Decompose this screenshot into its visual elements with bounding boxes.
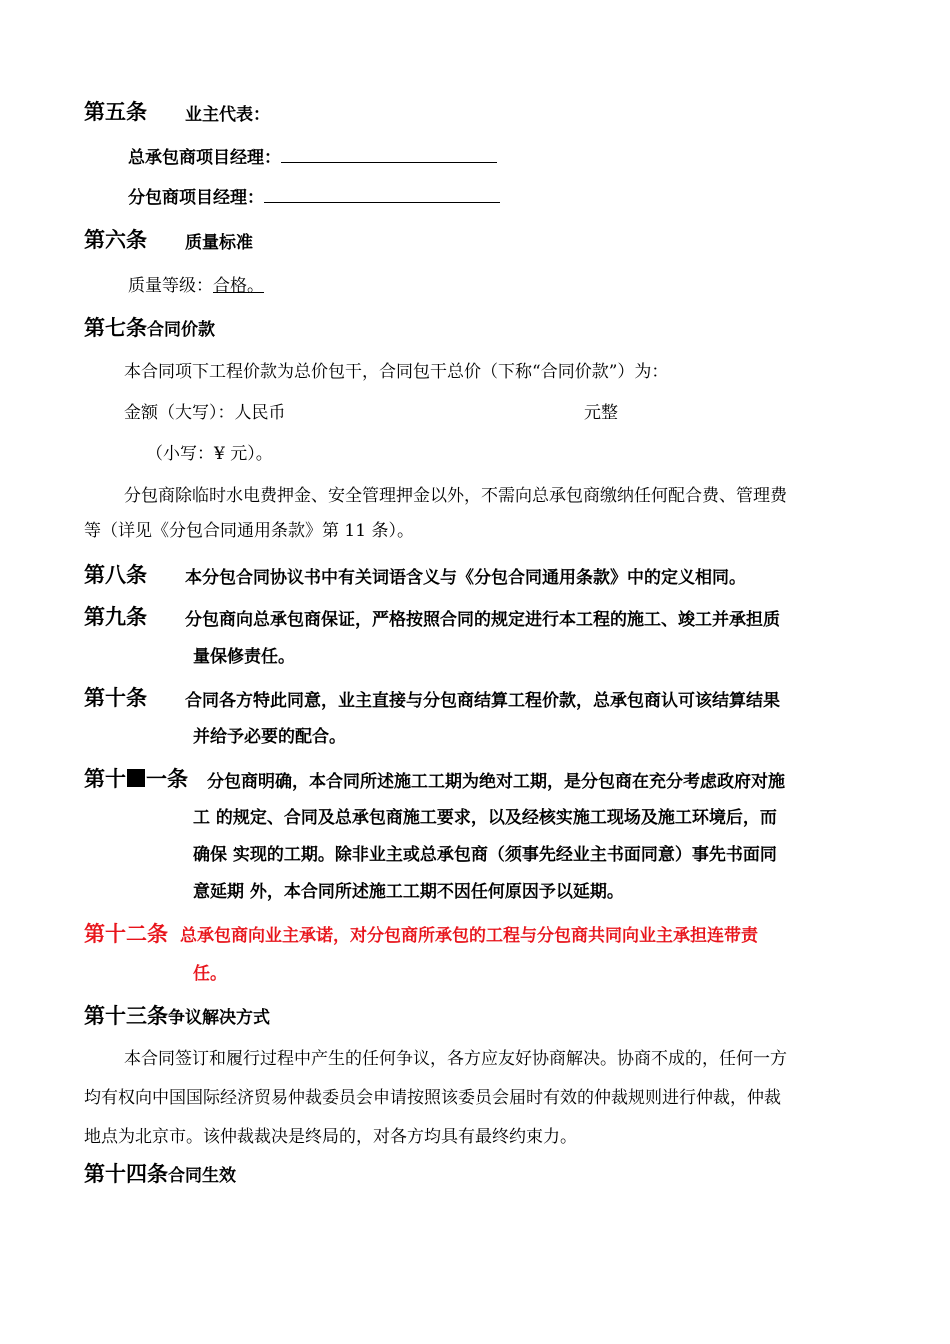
article-6-title: 质量标准 <box>185 233 253 253</box>
article-11-line-1: 分包商明确，本合同所述施工工期为绝对工期，是分包商在充分考虑政府对施 <box>207 772 785 792</box>
subcontractor-pm-row <box>128 183 500 208</box>
article-8-text: 本分包合同协议书中有关词语含义与《分包合同通用条款》中的定义相同。 <box>185 568 746 588</box>
article-11-number-part-a: 第十 <box>84 767 126 791</box>
article-7-para-2-line-2: 等（详见《分包合同通用条款》第 11 条）。 <box>84 521 414 541</box>
redaction-mark <box>127 769 145 787</box>
article-10-line-1: 合同各方特此同意，业主直接与分包商结算工程价款，总承包商认可该结算结果 <box>185 691 780 711</box>
article-9-line-2: 量保修责任。 <box>193 647 295 667</box>
article-11-line-3: 确保 实现的工期。除非业主或总承包商（须事先经业主书面同意）事先书面同 <box>193 845 777 865</box>
article-13-line-3: 地点为北京市。该仲裁裁决是终局的，对各方均具有最终约束力。 <box>84 1127 577 1147</box>
article-12-line-2: 任。 <box>193 964 227 984</box>
article-13-line-1: 本合同签订和履行过程中产生的任何争议，各方应友好协商解决。协商不成的，任何一方 <box>124 1049 787 1069</box>
article-14-number: 第十四条 <box>84 1162 168 1186</box>
article-7-para-2-line-1: 分包商除临时水电费押金、安全管理押金以外，不需向总承包商缴纳任何配合费、管理费 <box>124 486 787 506</box>
article-12-number: 第十二条 <box>84 922 168 946</box>
amount-words-suffix: 元整 <box>584 403 618 423</box>
quality-grade-row <box>128 271 275 296</box>
article-7-number: 第七条 <box>84 316 147 340</box>
article-14-title: 合同生效 <box>168 1166 236 1186</box>
article-11-line-2: 工 的规定、合同及总承包商施工要求，以及经核实施工现场及施工环境后，而 <box>193 808 777 828</box>
article-7-heading <box>84 312 215 342</box>
article-5-title: 业主代表： <box>185 105 270 125</box>
article-14-heading <box>84 1158 236 1188</box>
article-10-number: 第十条 <box>84 686 147 710</box>
article-10-line-2: 并给予必要的配合。 <box>193 727 346 747</box>
general-contractor-pm-label: 总承包商项目经理： <box>128 148 281 168</box>
article-13-number: 第十三条 <box>84 1004 168 1028</box>
article-5-number: 第五条 <box>84 100 147 124</box>
amount-figures: （小写：¥ 元）。 <box>146 444 273 464</box>
article-13-heading <box>84 1000 270 1030</box>
subcontractor-pm-label: 分包商项目经理： <box>128 188 264 208</box>
article-6-number: 第六条 <box>84 228 147 252</box>
article-9-line-1: 分包商向总承包商保证，严格按照合同的规定进行本工程的施工、竣工并承担质 <box>185 610 780 630</box>
subcontractor-pm-blank <box>264 201 500 203</box>
article-11-number <box>84 763 188 793</box>
article-12-line-1: 总承包商向业主承诺，对分包商所承包的工程与分包商共同向业主承担连带责 <box>180 926 758 946</box>
general-contractor-pm-row <box>128 143 497 168</box>
article-9-number: 第九条 <box>84 605 147 629</box>
quality-grade-label: 质量等级： <box>128 276 213 296</box>
amount-words-label: 金额（大写）：人民币 <box>124 403 286 423</box>
article-7-para-1: 本合同项下工程价款为总价包干，合同包干总价（下称“合同价款”）为： <box>124 362 669 382</box>
article-7-title: 合同价款 <box>147 320 215 340</box>
article-11-line-4: 意延期 外，本合同所述施工工期不因任何原因予以延期。 <box>193 882 624 902</box>
article-8-number: 第八条 <box>84 563 147 587</box>
article-13-title: 争议解决方式 <box>168 1008 270 1028</box>
article-13-line-2: 均有权向中国国际经济贸易仲裁委员会申请按照该委员会届时有效的仲裁规则进行仲裁，仲裁 <box>84 1088 781 1108</box>
general-contractor-pm-blank <box>281 161 497 163</box>
article-11-number-part-b: 一条 <box>146 767 188 791</box>
quality-grade-value: 合格。 <box>213 276 264 296</box>
